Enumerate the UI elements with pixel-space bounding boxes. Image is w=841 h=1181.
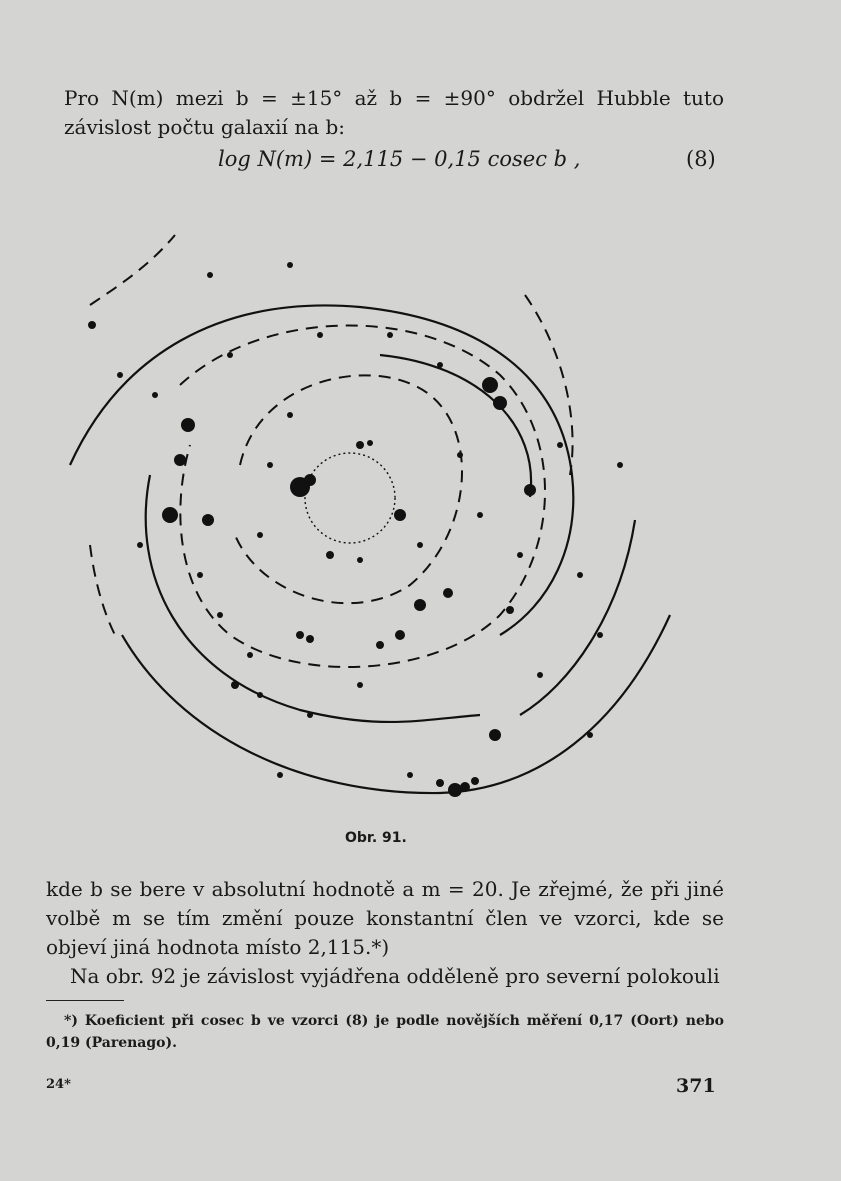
dashed-upper-left: [90, 235, 175, 305]
body-paragraph-2: Na obr. 92 je závislost vyjádřena odděleně pro severní polokouli: [70, 964, 720, 988]
footnote-rule: [46, 1000, 124, 1001]
signature-mark: 24*: [46, 1077, 71, 1092]
body-text: [46, 875, 724, 991]
right-long-arm: [520, 520, 635, 715]
star-clusters: [88, 262, 623, 797]
outer-spiral-arm: [70, 305, 573, 635]
dashed-right: [525, 295, 573, 475]
page-number: 371: [676, 1075, 716, 1097]
dashed-left: [90, 545, 115, 635]
dashed-inner-ring: [235, 375, 462, 603]
equation: log N(m) = 2,115 − 0,15 cosec b ,: [218, 147, 581, 171]
footnote: *) Koeficient při cosec b ve vzorci (8) je podle novějších měření 0,17 (Oort) nebo 0,19 (Parenago).: [46, 1013, 724, 1051]
figure-caption: Obr. 91.: [345, 830, 407, 846]
intro-paragraph: Pro N(m) mezi b = ±15° až b = ±90° obdržel Hubble tuto závislost počtu galaxií na b:: [64, 86, 724, 139]
outer-spiral-arm-lower: [122, 615, 670, 793]
nucleus-circle: [305, 453, 395, 543]
equation-number: (8): [686, 147, 716, 171]
body-paragraph-1: kde b se bere v absolutní hodnotě a m = 20. Je zřejmé, že při jiné volbě m se tím změní pouze konstantní člen ve vzorci, kde se objeví jiná hodnota místo 2,115.*): [46, 877, 724, 959]
dashed-spiral-ring: [180, 325, 545, 667]
spiral-galaxy-figure: [60, 215, 680, 815]
inner-right-arm: [380, 355, 531, 497]
